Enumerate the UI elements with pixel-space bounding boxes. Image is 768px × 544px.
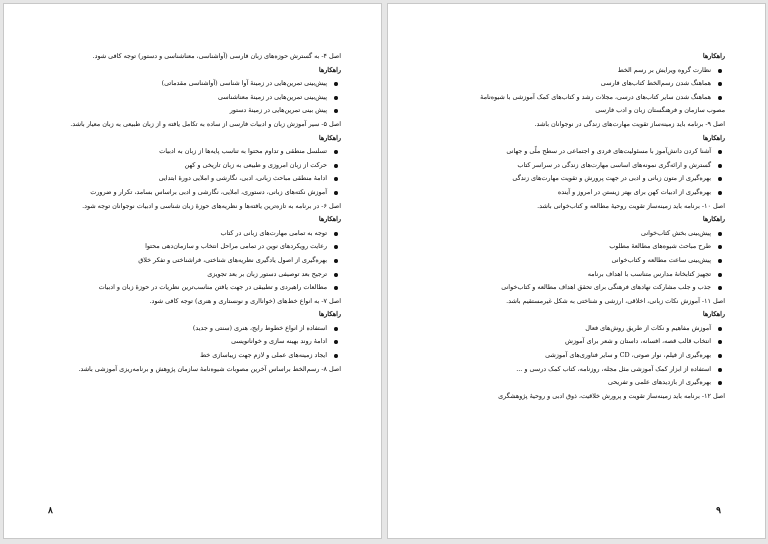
principle-paragraph: اصل ۸- رسم‌الخط براساس آخرین مصوبات شیوه‌نامهٔ سازمان پژوهش و برنامه‌ریزی آموزشی باشد. [78, 364, 341, 373]
bullet-item: بهره‌گیری از اصول یادگیری نظریه‌های شناختی، فراشناختی و تفکر خلاق [44, 254, 341, 268]
bullet-item: بهره‌گیری از فیلم، نوار صوتی، CD و سایر فناوری‌های آموزشی [428, 349, 725, 363]
text-line: اصل ۷- به انواع خط‌های (خوانااری و نونستاری و هنری) توجه کافی شود. [149, 296, 341, 305]
bullet-item: آموزش مفاهیم و نکات از طریق روش‌های فعال [428, 322, 725, 336]
bullet-item: ترجیح بعد توصیفی دستور زبان بر بعد تجویزی [44, 268, 341, 282]
bullet-item: بهره‌گیری از بازدیدهای علمی و تفریحی [428, 376, 725, 390]
bullet-item: تجهیز کتابخانهٔ مدارس متناسب با اهداف برنامه [428, 268, 725, 282]
principle-paragraph: اصل ۶- در برنامه به تازه‌ترین یافته‌ها و نظریه‌های حوزهٔ زبان شناسی و ادبیات نوجوانان توجه شود. [82, 201, 341, 210]
bullet-item: جذب و جلب مشارکت نهادهای فرهنگی برای تحقق اهداف مطالعه و کتاب‌خوانی [428, 281, 725, 295]
left-page-content [44, 50, 341, 376]
text-line: اصل ۴- به گسترش حوزه‌های زبان فارسی (آواشناسی، معناشناسی و دستور) توجه کافی شود. [92, 52, 341, 60]
section-heading: راهکارها [318, 133, 341, 142]
bullet-item: ادامهٔ روند بهینه سازی و خوانانویسی [44, 335, 341, 349]
section-heading: راهکارها [702, 133, 725, 142]
bullet-item: رعایت رویکردهای نوین در تمامی مراحل انتخاب و سازمان‌دهی محتوا [44, 240, 341, 254]
left-page-number: ۸ [48, 506, 53, 516]
bullet-item: پیش‌بینی ساعت مطالعه و کتاب‌خوانی [428, 254, 725, 268]
bullet-item: طرح مباحث شیوه‌های مطالعهٔ مطلوب [428, 240, 725, 254]
bullet-item: حرکت از زبان امروزی و طبیعی به زبان تاریخی و کهن [44, 159, 341, 173]
bullet-item: پیش‌بینی بخش کتاب‌خوانی [428, 227, 725, 241]
section-heading: راهکارها [318, 310, 341, 319]
text-line: اصل ۵- سیر آموزش زبان و ادبیات فارسی از ساده به تکامل یافته و از زبان طبیعی به زبان معیار باشد. [70, 119, 341, 128]
bullet-item: استفاده از ابزار کمک آموزشی مثل مجله، روزنامه، کتاب کمک درسی و ... [428, 363, 725, 377]
text-line: اصل ۹- برنامه باید زمینه‌ساز تقویت مهارت‌های زندگی در نوجوانان باشد. [534, 119, 725, 128]
bullet-item: بهره‌گیری از ادبیات کهن برای بهتر زیستن در امروز و آینده [428, 186, 725, 200]
bullet-item: بهره‌گیری از متون زبانی و ادبی در جهت پرورش و تقویت مهارت‌های زندگی [428, 172, 725, 186]
section-heading: راهکارها [318, 215, 341, 224]
text-line: اصل ۱۰- برنامه باید زمینه‌ساز تقویت روحیهٔ مطالعه و کتاب‌خوانی باشد. [537, 201, 725, 210]
bullet-item: نظارت گروه ویرایش بر رسم الخط [428, 64, 725, 78]
bullet-item: ایجاد زمینه‌های عملی و لازم جهت زیباسازی خط [44, 349, 341, 363]
bullet-item: پیش‌بینی تمرین‌هایی در زمینهٔ معناشناسی [44, 91, 341, 105]
bullet-item: انتخاب قالب قصه، افسانه، داستان و شعر برای آموزش [428, 335, 725, 349]
bullet-item: هماهنگ شدن سایر کتاب‌های درسی، مجلات رشد و کتاب‌های کمک آموزشی با شیوه‌نامهٔ [428, 91, 725, 105]
bullet-item: استفاده از انواع خطوط رایج، هنری (سنتی و جدید) [44, 322, 341, 336]
bullet-item: ادامهٔ منطقی مباحث زبانی، ادبی، نگارشی و املایی دورهٔ ابتدایی [44, 172, 341, 186]
bullet-item: مطالعات راهبردی و تطبیقی در جهت یافتن مناسب‌ترین نظریات در حوزهٔ زبان و ادبیات [44, 281, 341, 295]
bullet-item: تسلسل منطقی و تداوم محتوا به تناسب پایه‌ها از زبان به ادبیات [44, 145, 341, 159]
bullet-item: پیش‌بینی تمرین‌هایی در زمینهٔ آوا شناسی (آواشناسی مقدماتی) [44, 77, 341, 91]
text-line: اصل ۱۲- برنامه باید زمینه‌ساز تقویت و پرورش خلاقیت، ذوق ادبی و روحیهٔ پژوهشگری [498, 391, 725, 400]
section-heading: راهکارها [702, 52, 725, 60]
bullet-item: آموزش نکته‌های زبانی، دستوری، املایی، نگارشی و ادبی براساس بسامد، تکرار و ضرورت [44, 186, 341, 200]
bullet-item: توجه به تمامی مهارت‌های زبانی در کتاب [44, 227, 341, 241]
bullet-item: پیش بینی تمرین‌هایی در زمینهٔ دستور [44, 104, 341, 118]
bullet-item: آشنا کردن دانش‌آموز با مسئولیت‌های فردی و اجتماعی در سطح ملّی و جهانی [428, 145, 725, 159]
bullet-item: گسترش و ارائه‌گری نمونه‌های اساسی مهارت‌های زندگی در سراسر کتاب [428, 159, 725, 173]
right-page-number: ۹ [716, 506, 721, 516]
section-heading: راهکارها [702, 215, 725, 224]
right-page [388, 4, 765, 538]
left-page [4, 4, 381, 538]
bullet-item: هماهنگ شدن رسم‌الخط کتاب‌های فارسی [428, 77, 725, 91]
right-page-content [428, 50, 725, 403]
section-heading: راهکارها [702, 310, 725, 319]
section-heading: راهکارها [318, 65, 341, 74]
text-line: مصوب سازمان و فرهنگستان زبان و ادب فارسی [595, 106, 725, 115]
text-line: اصل ۱۱- آموزش نکات زبانی، اخلاقی، ارزشی و شناختی به شکل غیرمستقیم باشد. [506, 296, 725, 305]
